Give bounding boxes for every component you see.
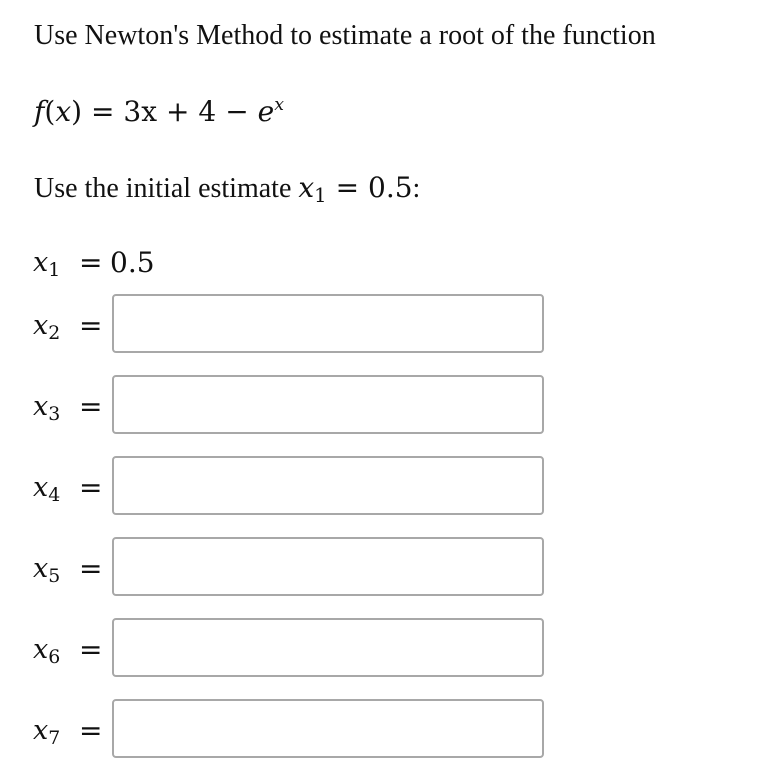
iteration-label-6 — [33, 634, 60, 668]
initial-estimate-var: x — [298, 171, 315, 204]
iteration-equals-4: = — [79, 471, 103, 504]
function-exp-power: x — [274, 95, 284, 116]
x2-answer-input[interactable] — [112, 294, 544, 353]
iteration-sub-4: 4 — [48, 484, 61, 507]
function-exp-base: e — [257, 95, 275, 128]
iteration-equals-7: = — [79, 714, 103, 747]
iteration-var-2: x — [33, 310, 49, 341]
function-term-3x: 3x — [123, 95, 158, 128]
iteration-var-7: x — [33, 715, 49, 746]
iteration-sub-7: 7 — [48, 727, 61, 750]
function-arg: x — [55, 95, 72, 128]
iteration-equals-6: = — [79, 633, 103, 666]
instruction-text: Use Newton's Method to estimate a root of the function — [34, 20, 656, 51]
iteration-var-5: x — [33, 553, 49, 584]
initial-estimate-equals: = — [335, 171, 360, 204]
function-term-4: 4 — [198, 95, 217, 128]
function-minus: − — [225, 95, 249, 128]
iteration-label-4 — [33, 472, 60, 506]
x6-answer-input[interactable] — [112, 618, 544, 677]
iteration-label-7 — [33, 715, 60, 749]
initial-estimate-sub: 1 — [314, 184, 327, 208]
iteration-var-6: x — [33, 634, 49, 665]
iteration-equals-2: = — [79, 309, 103, 342]
initial-estimate-text — [34, 172, 420, 207]
function-equals: = — [91, 95, 115, 128]
iteration-label-2 — [33, 310, 60, 344]
function-name: f — [34, 95, 45, 128]
iteration-label-5 — [33, 553, 60, 587]
x4-answer-input[interactable] — [112, 456, 544, 515]
iteration-label-1 — [33, 247, 60, 281]
iteration-equals-1: = — [79, 246, 103, 279]
x5-answer-input[interactable] — [112, 537, 544, 596]
iteration-sub-1: 1 — [48, 259, 61, 282]
initial-estimate-value: 0.5 — [368, 171, 413, 204]
iteration-sub-5: 5 — [48, 565, 61, 588]
iteration-var-1: x — [33, 247, 49, 278]
iteration-value-1: 0.5 — [110, 246, 155, 279]
x7-answer-input[interactable] — [112, 699, 544, 758]
function-rparen: ) — [71, 95, 83, 128]
iteration-sub-2: 2 — [48, 322, 61, 345]
initial-estimate-colon: : — [412, 173, 421, 204]
iteration-sub-6: 6 — [48, 646, 61, 669]
iteration-var-3: x — [33, 391, 49, 422]
iteration-equals-5: = — [79, 552, 103, 585]
function-lparen: ( — [44, 95, 56, 128]
iteration-sub-3: 3 — [48, 403, 61, 426]
function-plus: + — [165, 95, 190, 128]
iteration-label-3 — [33, 391, 60, 425]
initial-estimate-label: Use the initial estimate — [34, 173, 299, 204]
function-expression — [34, 96, 284, 132]
iteration-equals-3: = — [79, 390, 103, 423]
iteration-var-4: x — [33, 472, 49, 503]
x3-answer-input[interactable] — [112, 375, 544, 434]
